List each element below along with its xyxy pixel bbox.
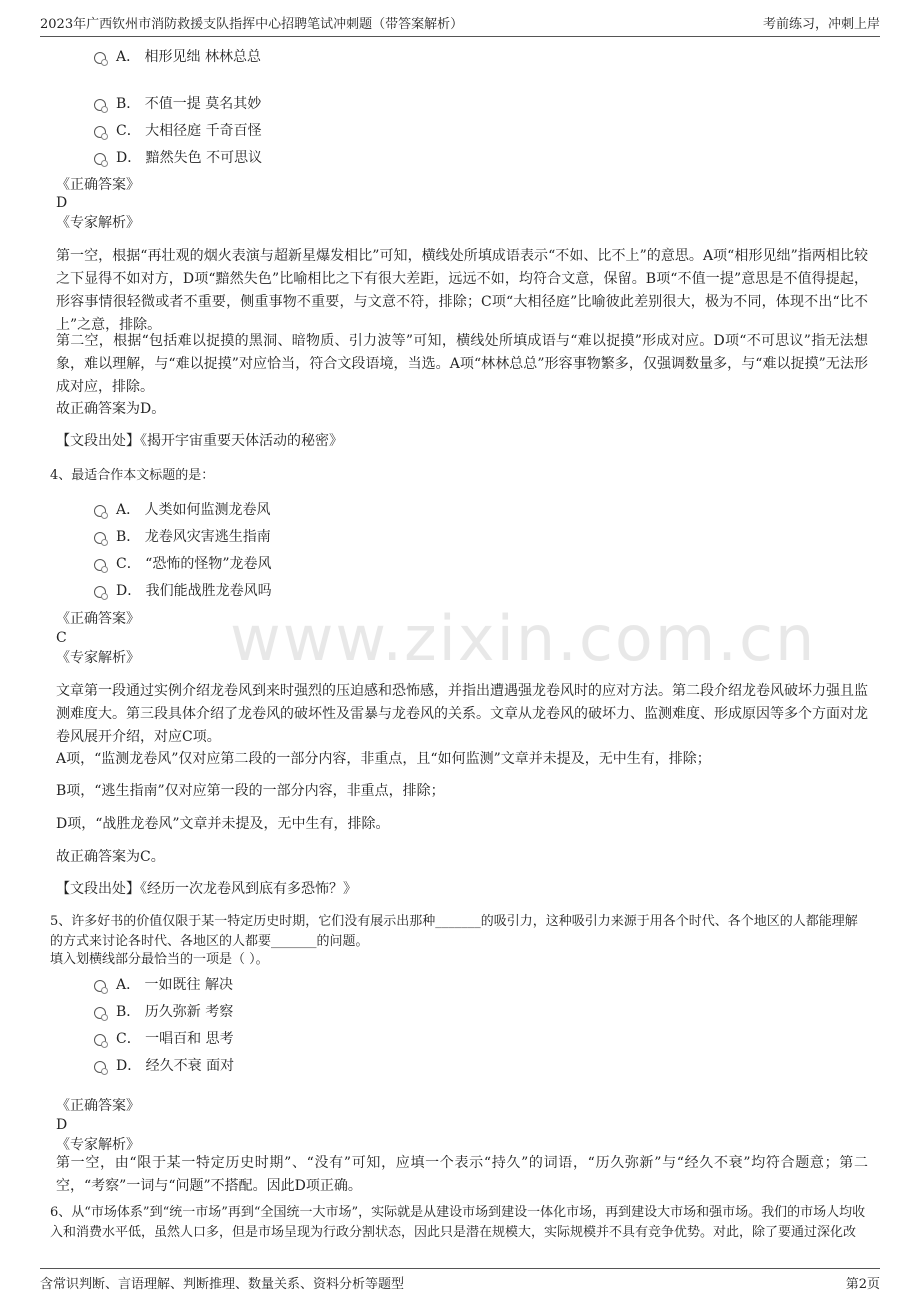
question-stem: 4、最适合作本文标题的是：	[50, 468, 215, 483]
question-instruction: 填入划横线部分最恰当的一项是（ ）。	[50, 952, 269, 967]
radio-icon[interactable]	[94, 559, 106, 571]
radio-icon[interactable]	[94, 1034, 106, 1046]
option-a[interactable]: A． 相形见绌 林林总总	[94, 46, 261, 66]
analysis-label: 《专家解析》	[56, 650, 140, 666]
analysis-paragraph: 文章第一段通过实例介绍龙卷风到来时强烈的压迫感和恐怖感，并指出遭遇强龙卷风时的应对方法。第二段介绍龙卷风破坏力强且监测难度大。第三段具体介绍了龙卷风的破坏性及雷暴与龙卷风的关系。文章从龙卷风的破坏力、监测难度、形成原因等多个方面对龙卷风展开介绍，对应C项。	[56, 683, 868, 745]
source-citation: 【文段出处】《经历一次龙卷风到底有多恐怖？》	[56, 881, 357, 897]
radio-icon[interactable]	[94, 1061, 106, 1073]
document-title: 2023年广西钦州市消防救援支队指挥中心招聘笔试冲刺题（带答案解析）	[40, 17, 464, 32]
analysis-paragraph: B项，“逃生指南”仅对应第一段的一部分内容，非重点，排除；	[56, 783, 445, 799]
question-stem: 5、许多好书的价值仅限于某一特定历史时期，它们没有展示出那种_______的吸引力，这种吸引力来源于用各个时代、各个地区的人都能理解的方式来讨论各时代、各地区的人都要_______的问题。	[50, 914, 858, 949]
radio-icon[interactable]	[94, 1007, 106, 1019]
option-c[interactable]: C． 大相径庭 千奇百怪	[94, 120, 262, 140]
radio-icon[interactable]	[94, 532, 106, 544]
analysis-conclusion: 故正确答案为D。	[56, 401, 166, 417]
answer-label: 《正确答案》	[56, 1098, 140, 1114]
watermark: www.zixin.com.cn	[230, 602, 817, 675]
radio-icon[interactable]	[94, 153, 106, 165]
analysis-conclusion: 故正确答案为C。	[56, 849, 165, 865]
analysis-paragraph: D项，“战胜龙卷风”文章并未提及，无中生有，排除。	[56, 816, 390, 832]
option-c[interactable]: C． “恐怖的怪物”龙卷风	[94, 553, 271, 573]
analysis-paragraph: 第一空，由“限于某一特定历史时期”、“没有”可知，应填一个表示“持久”的词语，“历久弥新”与“经久不衰”均符合题意；第二空，“考察”一词与“问题”不搭配。因此D项正确。	[56, 1155, 868, 1194]
header-slogan: 考前练习，冲刺上岸	[762, 17, 880, 32]
page-number: 第2页	[845, 1276, 880, 1292]
option-b[interactable]: B． 不值一提 莫名其妙	[94, 93, 261, 113]
answer-label: 《正确答案》	[56, 611, 140, 627]
radio-icon[interactable]	[94, 126, 106, 138]
option-d[interactable]: D． 黯然失色 不可思议	[94, 147, 262, 167]
answer-label: 《正确答案》	[56, 177, 140, 193]
option-a[interactable]: A． 人类如何监测龙卷风	[94, 499, 271, 519]
option-c[interactable]: C． 一唱百和 思考	[94, 1028, 234, 1048]
option-d[interactable]: D． 我们能战胜龙卷风吗	[94, 580, 272, 600]
analysis-label: 《专家解析》	[56, 1137, 140, 1153]
radio-icon[interactable]	[94, 586, 106, 598]
option-b[interactable]: B． 历久弥新 考察	[94, 1001, 233, 1021]
source-citation: 【文段出处】《揭开宇宙重要天体活动的秘密》	[56, 433, 343, 449]
footer-note: 含常识判断、言语理解、判断推理、数量关系、资料分析等题型	[40, 1276, 405, 1292]
analysis-paragraph: 第一空，根据“再壮观的烟火表演与超新星爆发相比”可知，横线处所填成语表示“不如、比不上”的意思。A项“相形见绌”指两相比较之下显得不如对方，D项“黯然失色”比喻相比之下有很大差距，远远不如，均符合文意，保留。B项“不值一提”意思是不值得提起，形容事情很轻微或者不重要，侧重事物不重要，与文意不符，排除；C项“大相径庭”比喻彼此差别很大，极为不同，体现不出“比不上”之意，排除。	[56, 248, 868, 333]
analysis-paragraph: A项，“监测龙卷风”仅对应第二段的一部分内容，非重点，且“如何监测”文章并未提及，无中生有，排除；	[56, 751, 711, 767]
answer-value: D	[56, 195, 68, 211]
option-a[interactable]: A． 一如既往 解决	[94, 974, 233, 994]
radio-icon[interactable]	[94, 52, 106, 64]
page-header	[40, 10, 880, 37]
option-d[interactable]: D． 经久不衰 面对	[94, 1055, 234, 1075]
radio-icon[interactable]	[94, 505, 106, 517]
option-b[interactable]: B． 龙卷风灾害逃生指南	[94, 526, 271, 546]
answer-value: C	[56, 630, 67, 646]
page-footer	[40, 1268, 880, 1295]
radio-icon[interactable]	[94, 99, 106, 111]
question-stem: 6、从“市场体系”到“统一市场”再到“全国统一大市场”，实际就是从建设市场到建设一体化市场，再到建设大市场和强市场。我们的市场人均收入和消费水平低，虽然人口多，但是市场呈现为行政分割状态，因此只是潜在规模大，实际规模并不具有竞争优势。对此，除了要通过深化改	[50, 1205, 866, 1240]
answer-value: D	[56, 1117, 68, 1133]
analysis-paragraph: 第二空，根据“包括难以捉摸的黑洞、暗物质、引力波等”可知，横线处所填成语与“难以捉摸”形成对应。D项“不可思议”指无法想象，难以理解，与“难以捉摸”对应恰当，符合文段语境，当选。A项“林林总总”形容事物繁多，仅强调数量多，与“难以捉摸”无法形成对应，排除。	[56, 333, 868, 395]
analysis-label: 《专家解析》	[56, 215, 140, 231]
radio-icon[interactable]	[94, 980, 106, 992]
